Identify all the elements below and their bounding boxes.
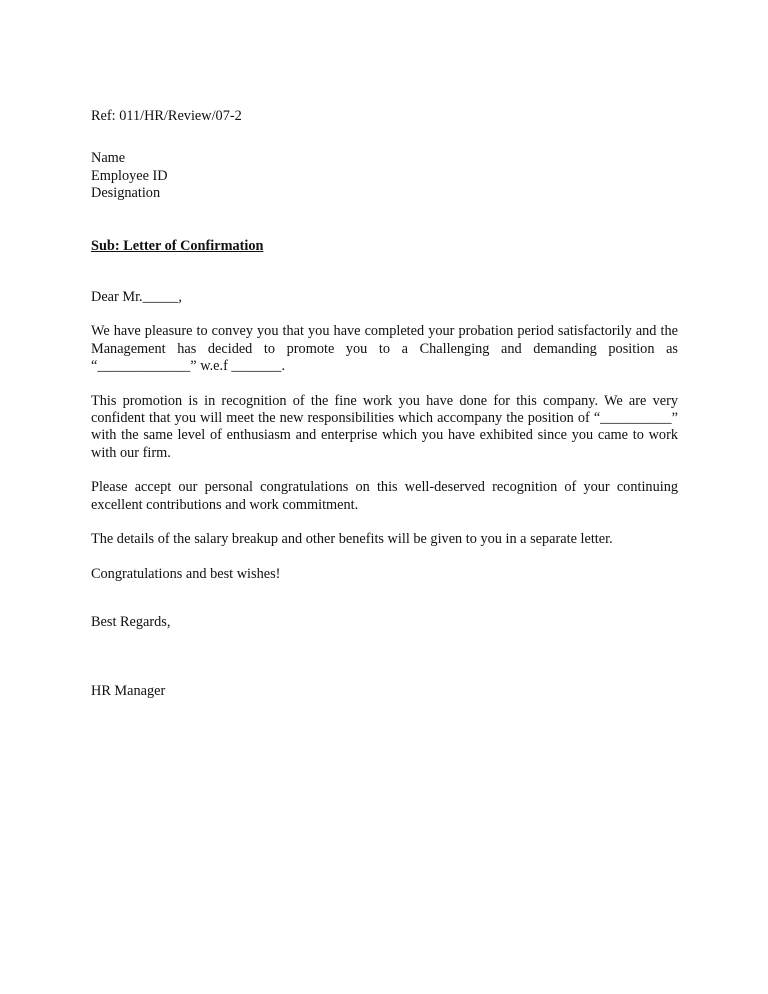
salutation: Dear Mr._____, bbox=[91, 289, 182, 306]
signatory: HR Manager bbox=[91, 683, 166, 700]
recipient-name: Name bbox=[91, 150, 126, 167]
paragraph-promotion-notice: We have pleasure to convey you that you have completed your probation period satisfactorily and the Management has decided to promote you to a Challenging and demanding position as “_____________” w.e.f _______. bbox=[91, 323, 678, 375]
recipient-designation: Designation bbox=[91, 185, 161, 202]
closing-line: Best Regards, bbox=[91, 613, 171, 630]
letter-subject: Sub: Letter of Confirmation bbox=[91, 237, 264, 254]
recipient-employee-id: Employee ID bbox=[91, 167, 168, 184]
letter-body bbox=[91, 108, 678, 701]
reference-number: Ref: 011/HR/Review/07-2 bbox=[91, 108, 242, 124]
paragraph-best-wishes: Congratulations and best wishes! bbox=[91, 565, 281, 582]
paragraph-recognition: This promotion is in recognition of the fine work you have done for this company. We are very confident that you will meet the new responsibilities which accompany the position of “__________” with the same level of enthusiasm and enterprise which you have exhibited since you came to work with our firm. bbox=[91, 392, 678, 461]
paragraph-salary-details: The details of the salary breakup and other benefits will be given to you in a separate letter. bbox=[91, 531, 613, 548]
paragraph-congratulations: Please accept our personal congratulations on this well-deserved recognition of your continuing excellent contributions and work commitment. bbox=[91, 479, 678, 513]
